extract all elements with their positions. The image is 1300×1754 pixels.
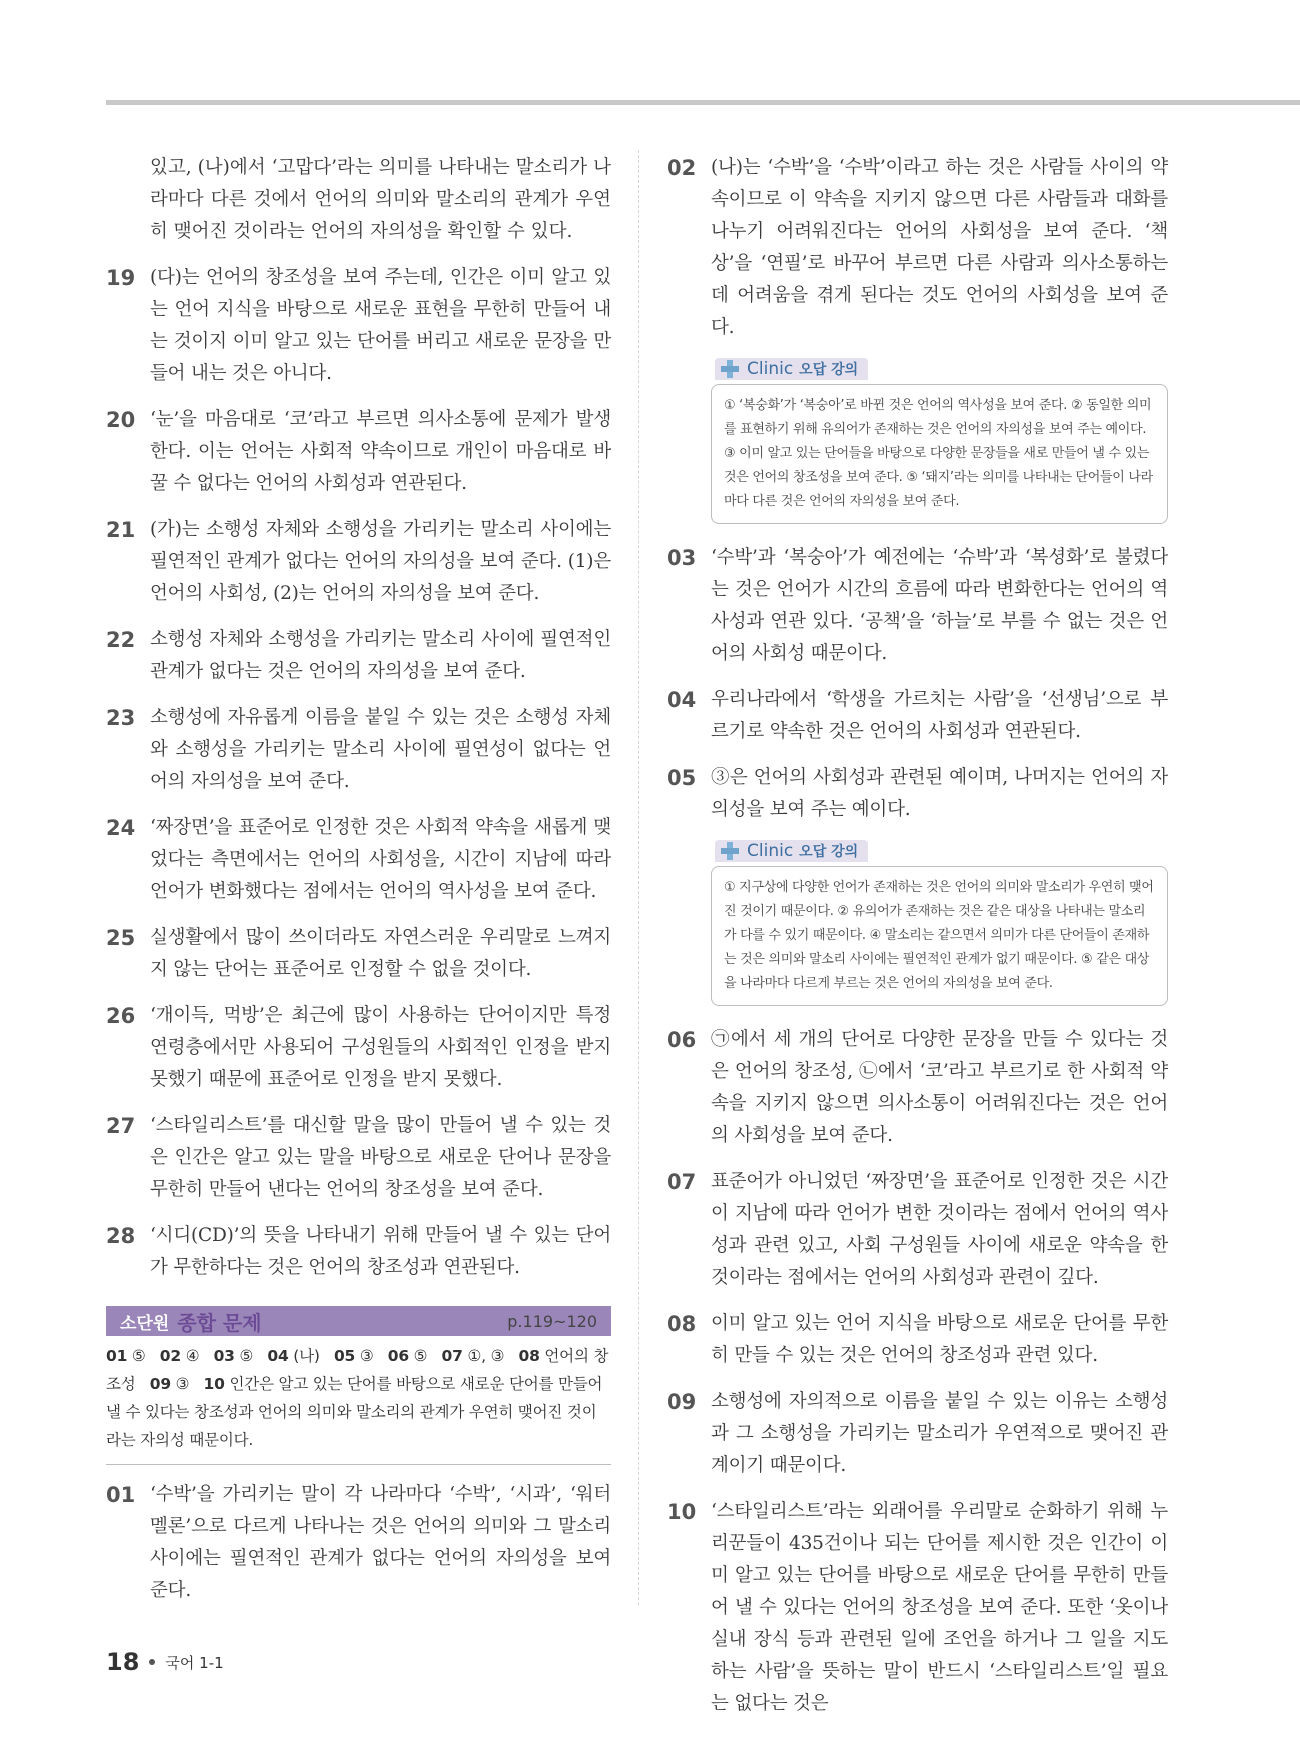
clinic-subtitle: 오답 강의 xyxy=(799,844,859,860)
answer-key-value: 언어의 창조성 xyxy=(106,1347,609,1393)
answer-text: (다)는 언어의 창조성을 보여 주는데, 인간은 이미 알고 있는 언어 지식을 바탕으로 새로운 표현을 무한히 만들어 내는 것이지 이미 알고 있는 단어를 버리고 새로운 문장을 만들어 내는 것은 아니다. xyxy=(150,267,611,384)
answer-number: 05 xyxy=(667,766,697,790)
answer-number: 01 xyxy=(106,1483,136,1507)
answer-text: ‘스타일리스트’를 대신할 말을 많이 만들어 낼 수 있는 것은 인간은 알고 있는 말을 바탕으로 새로운 단어나 문장을 무한히 만들어 낸다는 언어의 창조성을 보여 준다. xyxy=(150,1115,611,1200)
answer-23 xyxy=(106,702,611,798)
right-column xyxy=(667,152,1168,1734)
answer-number: 04 xyxy=(667,688,697,712)
plus-icon xyxy=(719,358,741,380)
answer-text: ‘눈’을 마음대로 ‘코’라고 부르면 의사소통에 문제가 발생한다. 이는 언어는 사회적 약속이므로 개인이 마음대로 바꿀 수 없다는 언어의 사회성과 연관된다. xyxy=(150,409,611,494)
answer-text: 실생활에서 많이 쓰이더라도 자연스러운 우리말로 느껴지지 않는 단어는 표준어로 인정할 수 없을 것이다. xyxy=(150,927,611,980)
answer-19 xyxy=(106,262,611,390)
answer-20 xyxy=(106,404,611,500)
continued-answer-18: 있고, (나)에서 ‘고맙다’라는 의미를 나타내는 말소리가 나라마다 다른 것에서 언어의 의미와 말소리의 관계가 우연히 맺어진 것이라는 언어의 자의성을 확인할 수 있다. xyxy=(150,157,611,242)
answer-key-value: ③ xyxy=(359,1347,374,1365)
page-number: 18 xyxy=(106,1648,140,1676)
answer-text: ③은 언어의 사회성과 관련된 예이며, 나머지는 언어의 자의성을 보여 주는 예이다. xyxy=(711,767,1168,820)
answer-key xyxy=(106,1336,611,1465)
answer-05 xyxy=(667,762,1168,826)
answer-number: 03 xyxy=(667,546,697,570)
bullet-icon xyxy=(149,1659,155,1665)
clinic-text: ① ‘복숭화’가 ‘복숭아’로 바뀐 것은 언어의 역사성을 보여 준다. ② 동일한 의미를 표현하기 위해 유의어가 존재하는 것은 언어의 자의성을 보여 주는 예이다. ③ 이미 알고 있는 단어들을 바탕으로 다양한 문장들을 새로 만들어 낼 수 있는 것은 언어의 창조성을 보여 준다. ⑤ ‘돼지’라는 의미를 나타내는 단어들이 나라마다 다른 것은 언어의 자의성을 보여 준다. xyxy=(711,384,1168,524)
answer-10 xyxy=(667,1496,1168,1720)
answer-key-number: 03 xyxy=(213,1347,235,1365)
answer-key-value: ③ xyxy=(175,1375,190,1393)
answer-04 xyxy=(667,684,1168,748)
answer-number: 23 xyxy=(106,706,136,730)
answer-08 xyxy=(667,1308,1168,1372)
answer-text: 소행성에 자유롭게 이름을 붙일 수 있는 것은 소행성 자체와 소행성을 가리키는 말소리 사이에 필연성이 없다는 언어의 자의성을 보여 준다. xyxy=(150,707,611,792)
answer-number: 19 xyxy=(106,266,136,290)
answer-key-number: 09 xyxy=(149,1375,171,1393)
clinic-tab xyxy=(715,358,868,380)
answer-27 xyxy=(106,1110,611,1206)
answer-22 xyxy=(106,624,611,688)
answer-key-value: 인간은 알고 있는 단어를 바탕으로 새로운 단어를 만들어 낼 수 있다는 창조성과 언어의 의미와 말소리의 관계가 우연히 맺어진 것이라는 자의성 때문이다. xyxy=(106,1375,603,1449)
answer-01 xyxy=(106,1479,611,1607)
answer-text: ‘수박’과 ‘복숭아’가 예전에는 ‘슈박’과 ‘복셩화’로 불렸다는 것은 언어가 시간의 흐름에 따라 변화한다는 언어의 역사성과 연관 있다. ‘공책’을 ‘하늘’로 부를 수 없는 것은 언어의 사회성 때문이다. xyxy=(711,547,1168,664)
answer-07 xyxy=(667,1166,1168,1294)
answer-key-number: 05 xyxy=(333,1347,356,1365)
answer-text: ‘개이득, 먹방’은 최근에 많이 사용하는 단어이지만 특정 연령층에서만 사용되어 구성원들의 사회적인 인정을 받지 못했기 때문에 표준어로 인정을 받지 못했다. xyxy=(150,1005,611,1090)
clinic-word: Clinic xyxy=(747,841,794,861)
answer-key-number: 07 xyxy=(441,1347,463,1365)
answer-text: ‘짜장면’을 표준어로 인정한 것은 사회적 약속을 새롭게 맺었다는 측면에서는 언어의 사회성을, 시간이 지남에 따라 언어가 변화했다는 점에서는 언어의 역사성을 보여 준다. xyxy=(150,817,611,902)
answer-28 xyxy=(106,1220,611,1284)
answer-text: (나)는 ‘수박’을 ‘수박’이라고 하는 것은 사람들 사이의 약속이므로 이 약속을 지키지 않으면 다른 사람들과 대화를 나누기 어려워진다는 언어의 사회성을 보여 준다. ‘책상’을 ‘연필’로 바꾸어 부르면 다른 사람과 의사소통하는 데 어려움을 겪게 된다는 것도 언어의 사회성을 보여 준다. xyxy=(711,157,1168,338)
answer-text: 소행성에 자의적으로 이름을 붙일 수 있는 이유는 소행성과 그 소행성을 가리키는 말소리가 우연적으로 맺어진 관계이기 때문이다. xyxy=(711,1391,1168,1476)
answer-number: 27 xyxy=(106,1114,136,1138)
column-divider xyxy=(638,150,639,1605)
answer-key-number: 01 xyxy=(106,1347,128,1365)
clinic-note-1 xyxy=(711,358,1168,524)
answer-key-number: 04 xyxy=(267,1347,289,1365)
left-column xyxy=(106,152,611,1621)
answer-number: 02 xyxy=(667,156,697,180)
answer-06 xyxy=(667,1024,1168,1152)
answer-key-value: ⑤ xyxy=(131,1347,146,1365)
answer-21 xyxy=(106,514,611,610)
answer-text: ‘스타일리스트’라는 외래어를 우리말로 순화하기 위해 누리꾼들이 435건이나 되는 단어를 제시한 것은 인간이 이미 알고 있는 단어를 바탕으로 새로운 단어를 무한히 만들어 낼 수 있다는 언어의 창조성을 보여 준다. 또한 ‘옷이나 실내 장식 등과 관련된 일에 조언을 하거나 그 일을 지도하는 사람’을 뜻하는 말이 반드시 ‘스타일리스트’일 필요는 없다는 것은 xyxy=(711,1501,1168,1714)
answer-text: (가)는 소행성 자체와 소행성을 가리키는 말소리 사이에는 필연적인 관계가 없다는 언어의 자의성을 보여 준다. (1)은 언어의 사회성, (2)는 언어의 자의성을 보여 준다. xyxy=(150,519,611,604)
clinic-text: ① 지구상에 다양한 언어가 존재하는 것은 언어의 의미와 말소리가 우연히 맺어진 것이기 때문이다. ② 유의어가 존재하는 것은 같은 대상을 나타내는 말소리가 다를 수 있기 때문이다. ④ 말소리는 같으면서 의미가 다른 단어들이 존재하는 것은 의미와 말소리 사이에는 필연적인 관계가 없기 때문이다. ⑤ 같은 대상을 나라마다 다르게 부르는 것은 언어의 자의성을 보여 준다. xyxy=(711,866,1168,1006)
book-title: 국어 1-1 xyxy=(165,1653,224,1672)
answer-number: 22 xyxy=(106,628,136,652)
section-summary-header xyxy=(106,1306,611,1336)
answer-09 xyxy=(667,1386,1168,1482)
clinic-tab xyxy=(715,840,868,862)
answer-number: 10 xyxy=(667,1500,697,1524)
answer-number: 26 xyxy=(106,1004,136,1028)
page-footer xyxy=(106,1648,224,1676)
answer-text: 표준어가 아니었던 ‘짜장면’을 표준어로 인정한 것은 시간이 지남에 따라 언어가 변한 것이라는 점에서 언어의 역사성과 관련 있고, 사회 구성원들 사이에 새로운 약속을 한 것이라는 점에서는 언어의 사회성과 관련이 깊다. xyxy=(711,1171,1168,1288)
answer-24 xyxy=(106,812,611,908)
answer-key-number: 10 xyxy=(203,1375,225,1393)
answer-key-value: (나) xyxy=(293,1347,320,1365)
answer-number: 24 xyxy=(106,816,136,840)
answer-02 xyxy=(667,152,1168,344)
clinic-subtitle: 오답 강의 xyxy=(799,362,859,378)
answer-key-value: ④ xyxy=(185,1347,200,1365)
answer-number: 08 xyxy=(667,1312,697,1336)
answer-number: 20 xyxy=(106,408,136,432)
answer-03 xyxy=(667,542,1168,670)
answer-text: 우리나라에서 ‘학생을 가르치는 사람’을 ‘선생님’으로 부르기로 약속한 것은 언어의 사회성과 연관된다. xyxy=(711,689,1168,742)
section-label: 소단원 xyxy=(120,1313,170,1334)
answer-26 xyxy=(106,1000,611,1096)
answer-25 xyxy=(106,922,611,986)
answer-key-number: 06 xyxy=(387,1347,409,1365)
answer-number: 07 xyxy=(667,1170,697,1194)
answer-number: 09 xyxy=(667,1390,697,1414)
answer-number: 25 xyxy=(106,926,136,950)
answer-text: ㉠에서 세 개의 단어로 다양한 문장을 만들 수 있다는 것은 언어의 창조성, ㉡에서 ‘코’라고 부르기로 한 사회적 약속을 지키지 않으면 의사소통이 어려워진다는 것은 언어의 사회성을 보여 준다. xyxy=(711,1029,1168,1146)
clinic-note-2 xyxy=(711,840,1168,1006)
answer-key-value: ①, ③ xyxy=(467,1347,505,1365)
top-rule xyxy=(106,100,1300,105)
answer-number: 21 xyxy=(106,518,136,542)
answer-key-number: 08 xyxy=(518,1347,540,1365)
answer-key-value: ⑤ xyxy=(239,1347,254,1365)
answer-text: ‘시디(CD)’의 뜻을 나타내기 위해 만들어 낼 수 있는 단어가 무한하다는 것은 언어의 창조성과 연관된다. xyxy=(150,1225,611,1278)
answer-key-number: 02 xyxy=(159,1347,181,1365)
answer-key-value: ⑤ xyxy=(413,1347,428,1365)
answer-text: ‘수박’을 가리키는 말이 각 나라마다 ‘수박’, ‘시과’, ‘워터멜론’으로 다르게 나타나는 것은 언어의 의미와 그 말소리 사이에는 필연적인 관계가 없다는 언어의 자의성을 보여 준다. xyxy=(150,1484,611,1601)
clinic-word: Clinic xyxy=(747,359,794,379)
section-title: 종합 문제 xyxy=(177,1310,262,1335)
answer-number: 06 xyxy=(667,1028,697,1052)
answer-text: 이미 알고 있는 언어 지식을 바탕으로 새로운 단어를 무한히 만들 수 있는 것은 언어의 창조성과 관련 있다. xyxy=(711,1313,1168,1366)
answer-number: 28 xyxy=(106,1224,136,1248)
page-reference: p.119~120 xyxy=(507,1311,597,1331)
plus-icon xyxy=(719,840,741,862)
answer-text: 소행성 자체와 소행성을 가리키는 말소리 사이에 필연적인 관계가 없다는 것은 언어의 자의성을 보여 준다. xyxy=(150,629,611,682)
